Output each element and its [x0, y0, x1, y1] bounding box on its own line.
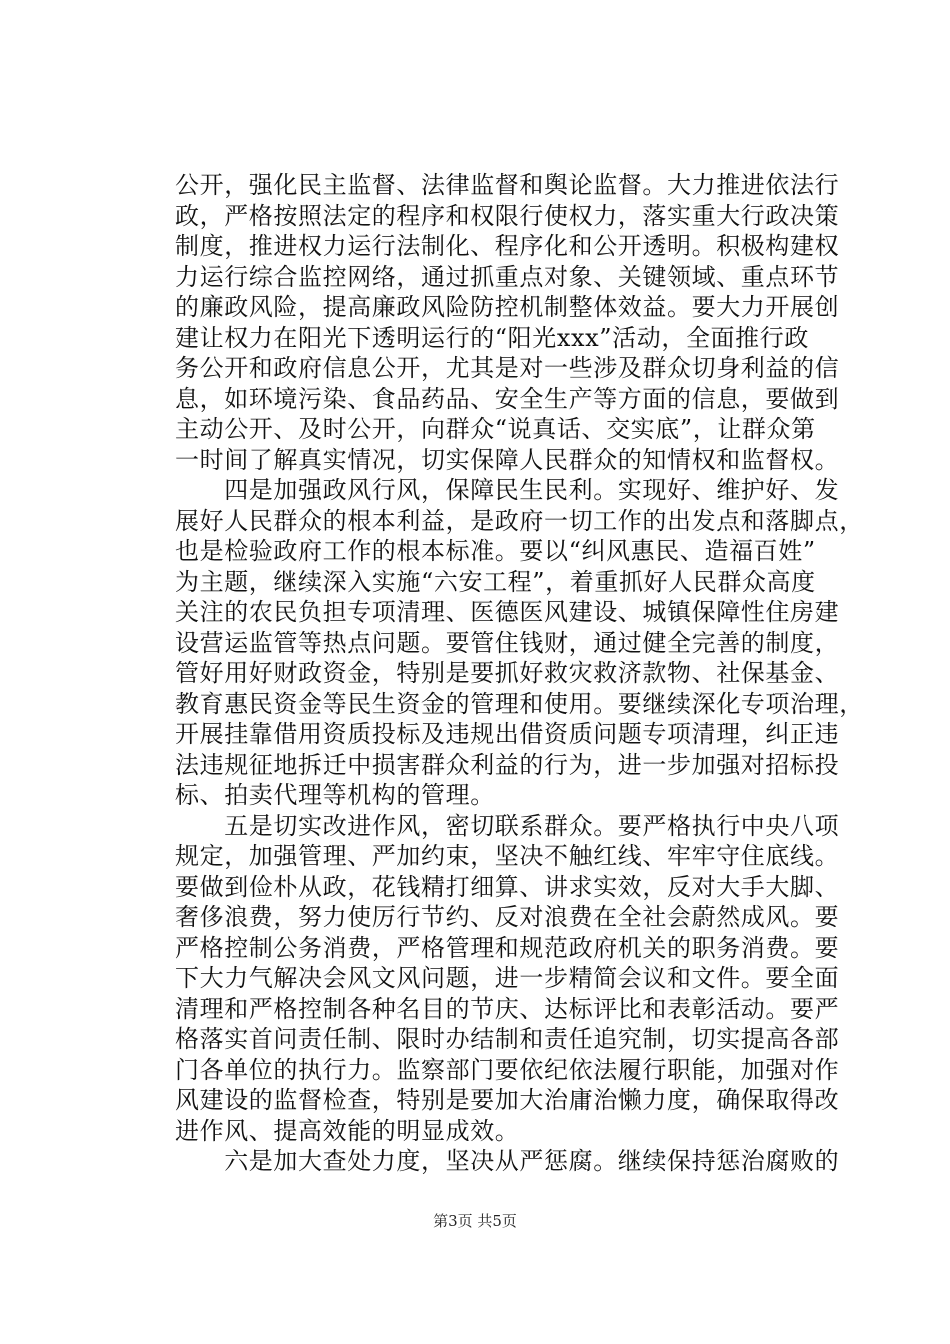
text-line: 力运行综合监控网络，通过抓重点对象、关键领域、重点环节: [175, 262, 840, 291]
text-line: 门各单位的执行力。监察部门要依纪依法履行职能，加强对作: [175, 1055, 840, 1084]
text-line: 展好人民群众的根本利益，是政府一切工作的出发点和落脚点，: [175, 506, 864, 535]
text-line: 下大力气解决会风文风问题，进一步精简会议和文件。要全面: [175, 964, 840, 992]
text-line: 清理和严格控制各种名目的节庆、达标评比和表彰活动。要严: [175, 994, 840, 1023]
text-line: 五是切实改进作风，密切联系群众。要严格执行中央八项: [175, 811, 840, 840]
text-line: 管好用好财政资金，特别是要抓好救灾救济款物、社保基金、: [175, 659, 840, 687]
text-line: 四是加强政风行风，保障民生民利。实现好、维护好、发: [175, 476, 840, 504]
text-line: 进作风、提高效能的明显成效。: [175, 1116, 520, 1145]
text-line: 教育惠民资金等民生资金的管理和使用。要继续深化专项治理，: [175, 689, 864, 718]
text-line: 开展挂靠借用资质投标及违规出借资质问题专项清理，纠正违: [175, 720, 840, 748]
text-line: 的廉政风险，提高廉政风险防控机制整体效益。要大力开展创: [175, 293, 840, 321]
text-line: 公开，强化民主监督、法律监督和舆论监督。大力推进依法行: [175, 171, 840, 199]
text-line: 设营运监管等热点问题。要管住钱财，通过健全完善的制度，: [175, 628, 840, 657]
text-line: 要做到俭朴从政，花钱精打细算、讲求实效，反对大手大脚、: [175, 872, 840, 901]
text-line: 关注的农民负担专项清理、医德医风建设、城镇保障性住房建: [175, 598, 840, 626]
text-line: 法违规征地拆迁中损害群众利益的行为，进一步加强对招标投: [175, 750, 840, 779]
text-line: 风建设的监督检查，特别是要加大治庸治懒力度，确保取得改: [175, 1086, 840, 1114]
text-line: 政，严格按照法定的程序和权限行使权力，落实重大行政决策: [175, 201, 840, 230]
text-line: 标、拍卖代理等机构的管理。: [175, 781, 495, 809]
text-line: 主动公开、及时公开，向群众“说真话、交实底”，让群众第: [175, 415, 816, 443]
text-line: 六是加大查处力度，坚决从严惩腐。继续保持惩治腐败的: [175, 1147, 840, 1175]
text-line: 格落实首问责任制、限时办结制和责任追究制，切实提高各部: [175, 1025, 840, 1053]
text-line: 一时间了解真实情况，切实保障人民群众的知情权和监督权。: [175, 445, 840, 474]
page-number-footer: 第3页 共5页: [433, 1212, 517, 1230]
text-line: 严格控制公务消费，严格管理和规范政府机关的职务消费。要: [175, 933, 840, 962]
document-body: [175, 170, 864, 1177]
text-line: 奢侈浪费，努力使厉行节约、反对浪费在全社会蔚然成风。要: [175, 903, 840, 931]
text-line: 建让权力在阳光下透明运行的“阳光xxx”活动，全面推行政: [175, 323, 809, 352]
text-line: 也是检验政府工作的根本标准。要以“纠风惠民、造福百姓”: [175, 537, 816, 565]
text-line: 息，如环境污染、食品药品、安全生产等方面的信息，要做到: [175, 384, 840, 413]
text-line: 规定，加强管理、严加约束，坚决不触红线、牢牢守住底线。: [175, 842, 840, 870]
text-line: 制度，推进权力运行法制化、程序化和公开透明。积极构建权: [175, 232, 840, 260]
text-line: 为主题，继续深入实施“六安工程”，着重抓好人民群众高度: [175, 567, 816, 596]
text-line: 务公开和政府信息公开，尤其是对一些涉及群众切身利益的信: [175, 354, 840, 382]
